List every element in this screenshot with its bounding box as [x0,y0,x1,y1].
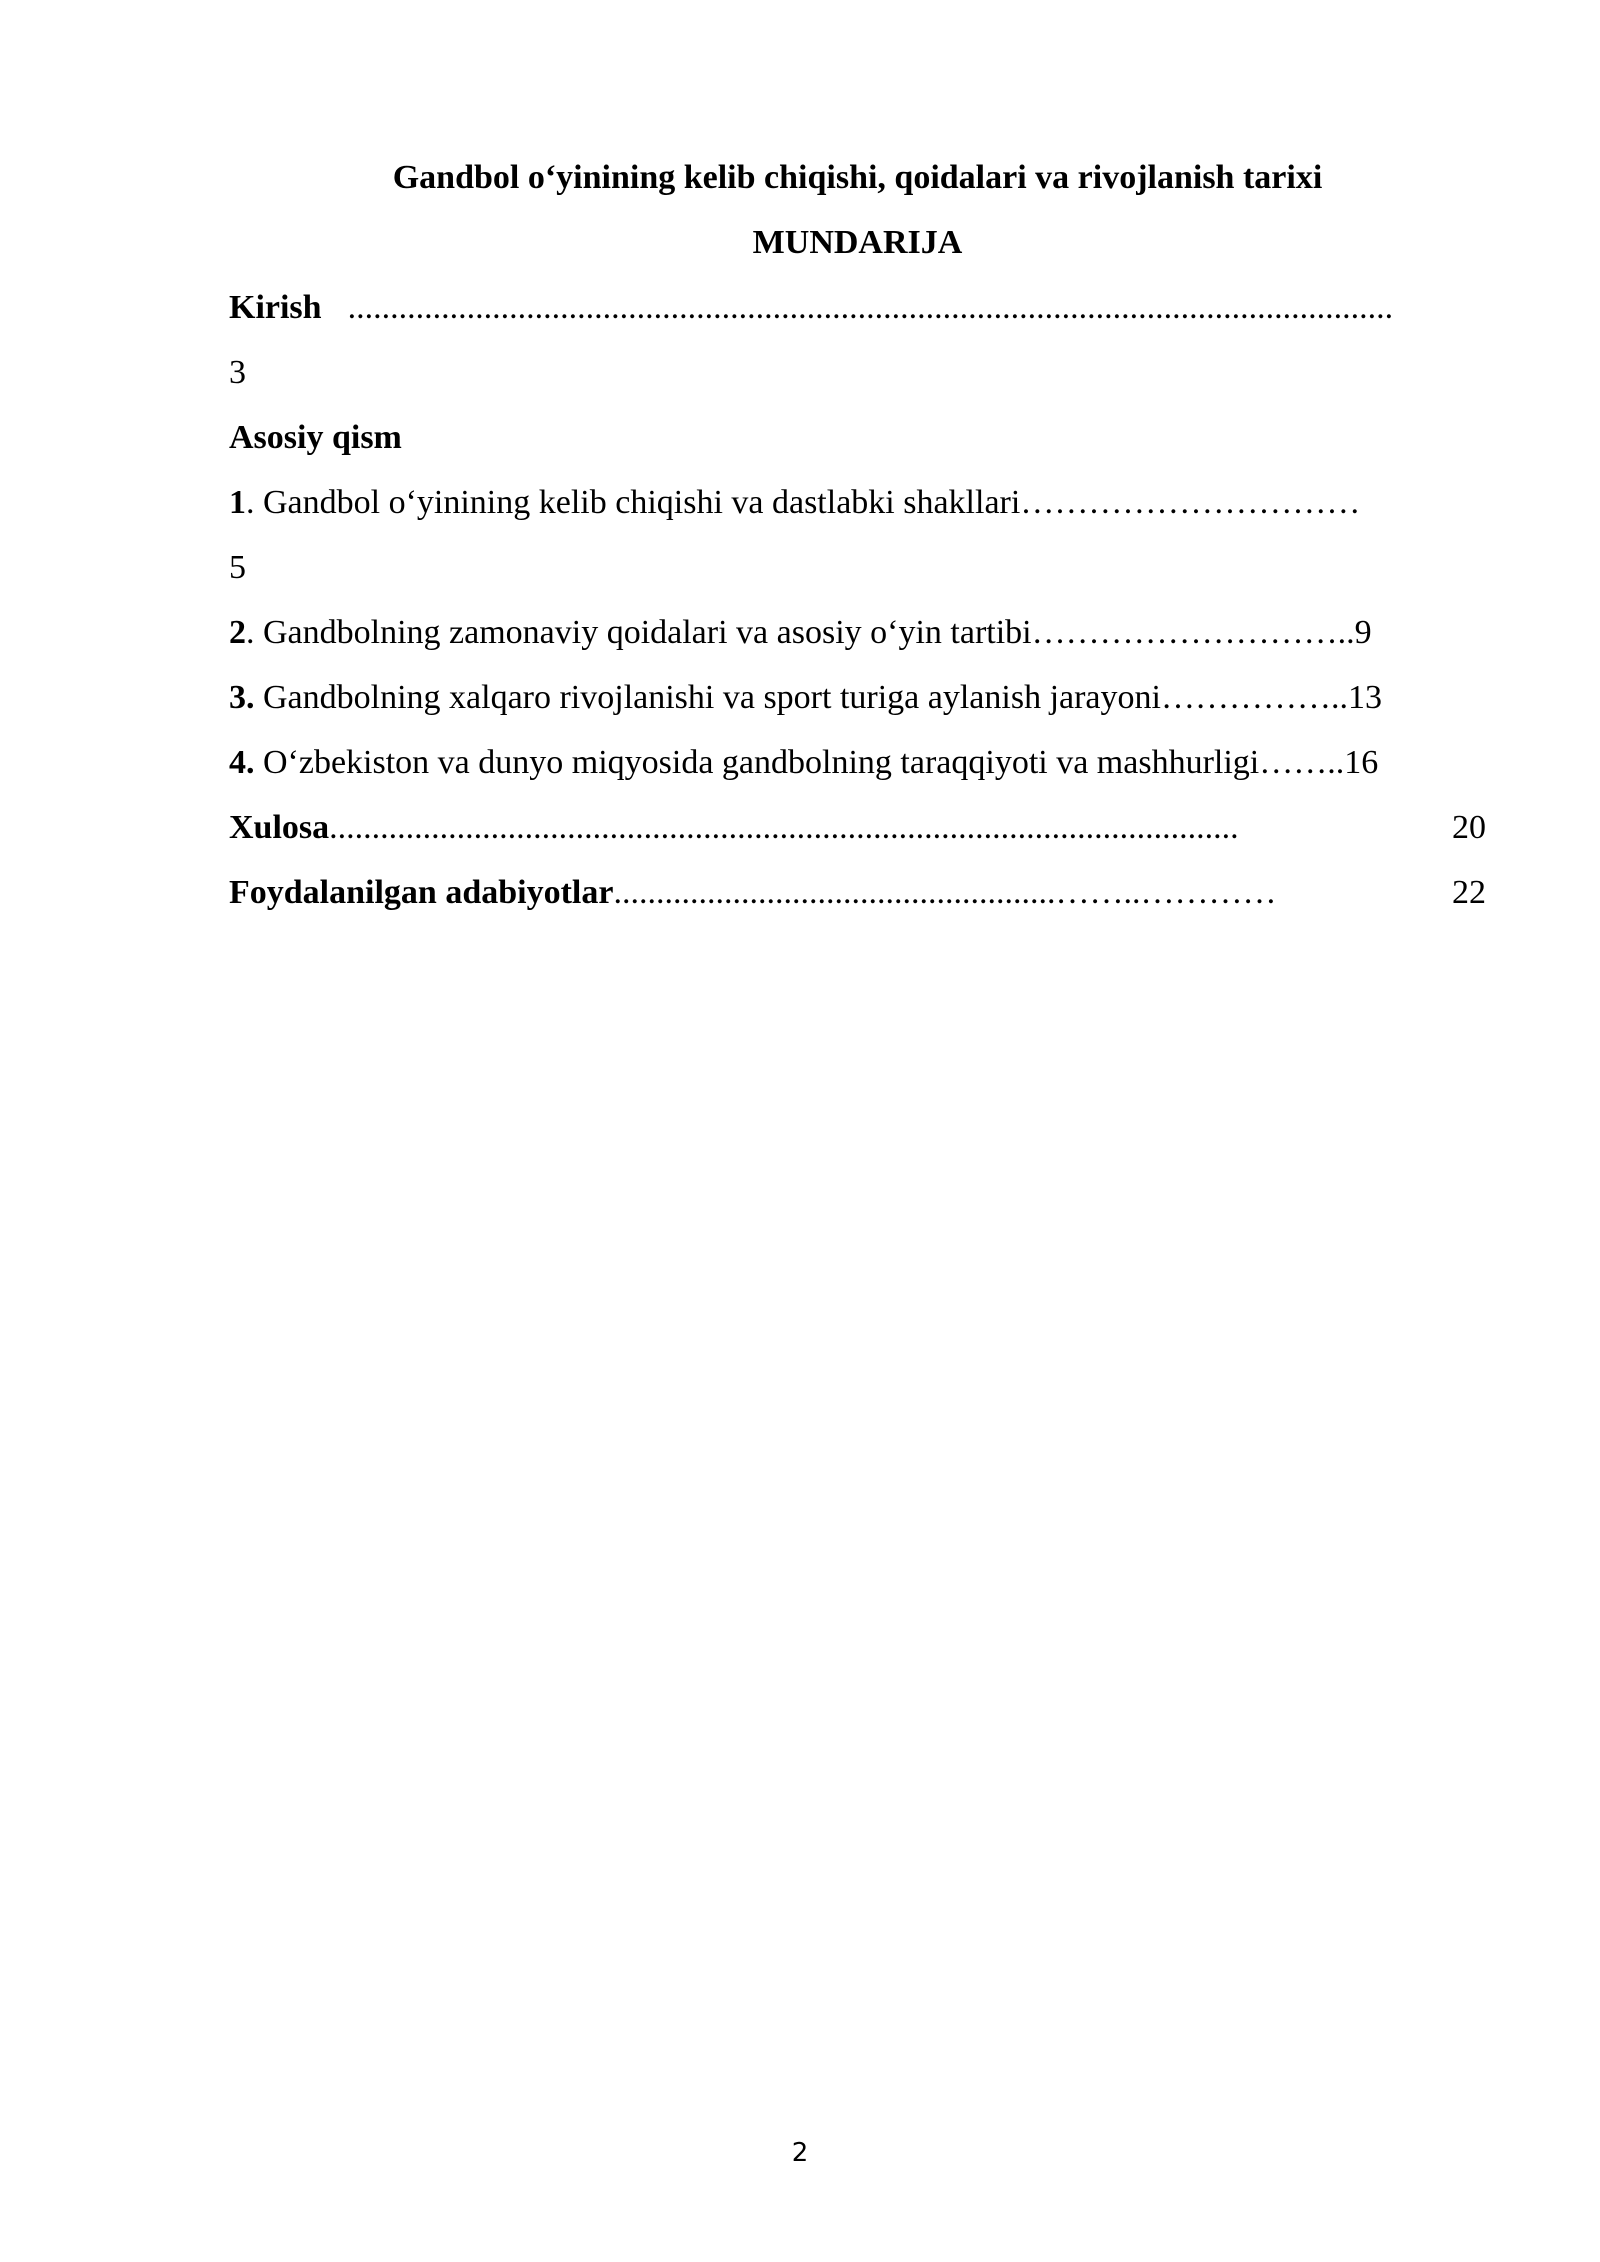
toc-entry-adabiyotlar [229,860,1486,925]
page-number: 2 [791,2138,809,2168]
toc-entry-2-text: Gandbolning zamonaviy qoidalari va asosiy o‘yin tartibi………………………..9 [254,614,1372,651]
toc-heading: MUNDARIJA [752,224,963,261]
toc-entry-1-page: 5 [229,549,246,586]
toc-entry-xulosa-label: Xulosa [229,809,330,846]
toc-entry-xulosa-leader: ........................................................................................................... [329,809,1239,846]
toc-entry-4-number: 4. [229,744,255,781]
toc-entry-adabiyotlar-label: Foydalanilgan adabiyotlar [229,874,614,911]
toc-entry-kirish [229,275,1486,340]
toc-entry-3-number: 3. [229,679,255,716]
toc-entry-adabiyotlar-leader: ....................................................……..………… [613,874,1277,911]
toc-section-asosiy-qism: Asosiy qism [229,419,402,456]
toc-entry-xulosa [229,795,1486,860]
page-content [229,145,1486,925]
toc-entry-1 [229,470,1486,535]
toc-entry-4 [229,730,1486,795]
toc-entry-1-text: Gandbol o‘yinining kelib chiqishi va dastlabki shakllari………………………… [254,484,1361,521]
toc-entry-3-text: Gandbolning xalqaro rivojlanishi va sport turiga aylanish jarayoni……………..13 [254,679,1382,716]
toc-entry-kirish-label: Kirish [229,289,322,326]
toc-entry-2 [229,600,1486,665]
toc-entry-kirish-leader: ........................................................................................................................... [347,289,1394,326]
toc-entry-adabiyotlar-page: 22 [1452,874,1486,911]
toc-entry-1-separator: . [246,484,255,521]
toc-entry-xulosa-page: 20 [1452,809,1486,846]
toc-entry-3 [229,665,1486,730]
document-title: Gandbol o‘yinining kelib chiqishi, qoidalari va rivojlanish tarixi [392,159,1323,196]
toc-entry-2-number: 2 [229,614,246,651]
toc-entry-2-separator: . [246,614,255,651]
toc-entry-4-text: O‘zbekiston va dunyo miqyosida gandbolning taraqqiyoti va mashhurligi……..16 [254,744,1379,781]
toc-entry-kirish-page: 3 [229,354,246,391]
toc-entry-1-number: 1 [229,484,246,521]
